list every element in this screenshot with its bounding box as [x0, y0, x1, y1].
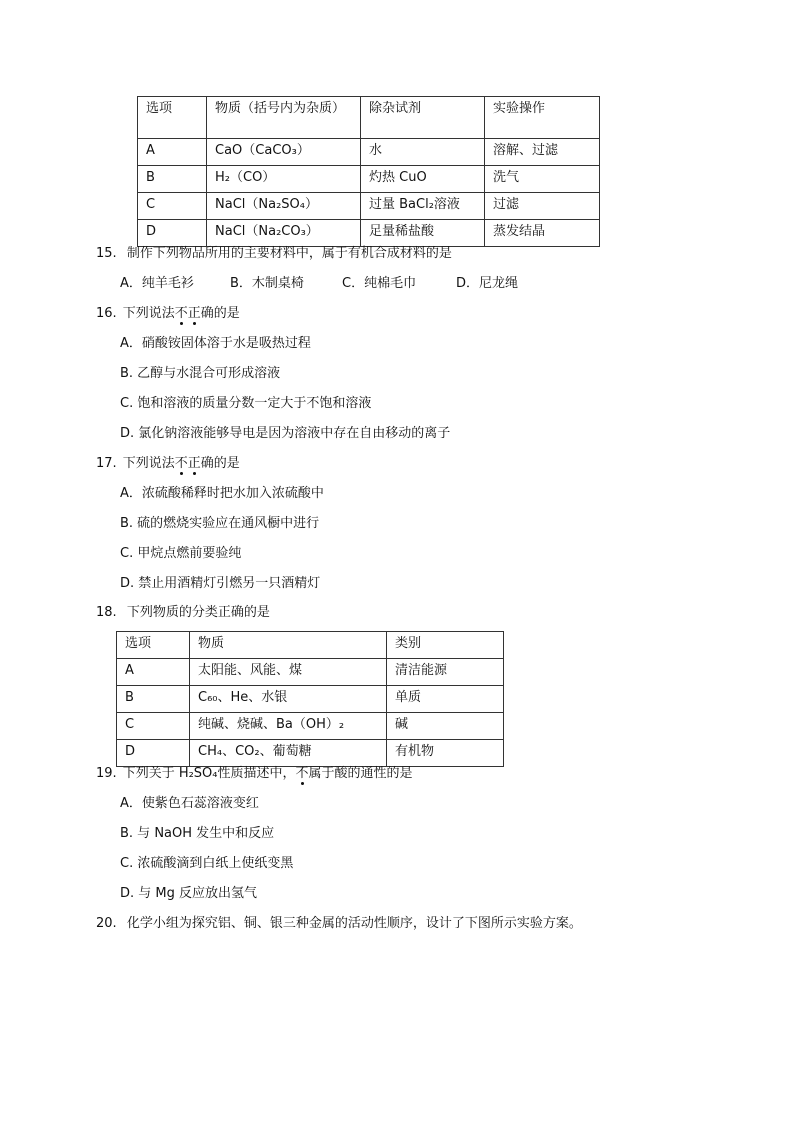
table-cell: 类别 — [387, 632, 504, 659]
table-cell: D — [138, 220, 207, 247]
table-cell: 物质 — [190, 632, 387, 659]
question-number: 16. — [96, 306, 117, 321]
emphasis-char: 不 — [295, 766, 309, 781]
table-cell: 洗气 — [485, 166, 600, 193]
table-cell: C — [138, 193, 207, 220]
table-row — [138, 166, 600, 193]
table-cell: 足量稀盐酸 — [361, 220, 485, 247]
table-cell: 过滤 — [485, 193, 600, 220]
question-17 — [96, 455, 240, 473]
question-stem-post: 确的是 — [200, 456, 240, 471]
table-cell: 太阳能、风能、煤 — [190, 659, 387, 686]
table-cell: A — [117, 659, 190, 686]
option-a: A．浓硫酸稀释时把水加入浓硫酸中 — [120, 486, 324, 501]
table-cell: C₆₀、He、水银 — [190, 686, 387, 713]
question-stem-post: 确的是 — [200, 306, 240, 321]
table-cell: 实验操作 — [485, 97, 600, 139]
question-stem-pre: 下列关于 H₂SO₄性质描述中， — [122, 766, 296, 781]
emphasis-char: 不 — [174, 306, 188, 321]
question-20 — [96, 915, 582, 933]
table-cell: 过量 BaCl₂溶液 — [361, 193, 485, 220]
question-stem-post: 属于酸的通性的是 — [308, 766, 413, 781]
table-cell: 选项 — [117, 632, 190, 659]
question-stem-pre: 下列说法 — [122, 456, 175, 471]
table-cell: NaCl（Na₂SO₄） — [207, 193, 361, 220]
option-c: C．纯棉毛巾 — [342, 276, 417, 291]
table-cell: B — [138, 166, 207, 193]
table-cell: 物质（括号内为杂质） — [207, 97, 361, 139]
question-16 — [96, 305, 240, 323]
option-d: D. 禁止用酒精灯引燃另一只酒精灯 — [120, 576, 321, 591]
table-row — [138, 220, 600, 247]
question-stem: 化学小组为探究铝、铜、银三种金属的活动性顺序，设计了下图所示实验方案。 — [126, 916, 582, 931]
table-cell: 水 — [361, 139, 485, 166]
table-cell: H₂（CO） — [207, 166, 361, 193]
table-cell: 纯碱、烧碱、Ba（OH）₂ — [190, 713, 387, 740]
table-cell: 溶解、过滤 — [485, 139, 600, 166]
option-d: D. 氯化钠溶液能够导电是因为溶液中存在自由移动的离子 — [120, 426, 451, 441]
table-cell: 蒸发结晶 — [485, 220, 600, 247]
table-cell: 碱 — [387, 713, 504, 740]
question-stem: 下列物质的分类正确的是 — [126, 605, 270, 620]
option-d: D. 与 Mg 反应放出氢气 — [120, 886, 258, 901]
table-row — [117, 659, 504, 686]
table-cell: A — [138, 139, 207, 166]
table-header-row — [138, 97, 600, 139]
question-number: 15. — [96, 246, 117, 261]
table-cell: 清洁能源 — [387, 659, 504, 686]
option-a: A．硝酸铵固体溶于水是吸热过程 — [120, 336, 311, 351]
table-cell: 除杂试剂 — [361, 97, 485, 139]
option-b: B. 乙醇与水混合可形成溶液 — [120, 366, 281, 381]
emphasis-char: 正 — [187, 456, 201, 471]
purification-table — [137, 96, 600, 247]
question-15 — [96, 245, 452, 263]
question-number: 18. — [96, 605, 117, 620]
option-c: C. 饱和溶液的质量分数一定大于不饱和溶液 — [120, 396, 372, 411]
table-cell: CH₄、CO₂、葡萄糖 — [190, 740, 387, 767]
table-cell: 单质 — [387, 686, 504, 713]
option-b: B. 与 NaOH 发生中和反应 — [120, 826, 275, 841]
table-cell: C — [117, 713, 190, 740]
question-19 — [96, 765, 413, 783]
table-cell: B — [117, 686, 190, 713]
option-b: B. 硫的燃烧实验应在通风橱中进行 — [120, 516, 320, 531]
table-cell: 有机物 — [387, 740, 504, 767]
table-row — [117, 740, 504, 767]
table-row — [138, 193, 600, 220]
question-15-options — [120, 275, 518, 293]
emphasis-char: 正 — [187, 306, 201, 321]
question-18 — [96, 604, 270, 622]
table-cell: CaO（CaCO₃） — [207, 139, 361, 166]
option-a: A．纯羊毛衫 — [120, 276, 194, 291]
table-row — [138, 139, 600, 166]
question-number: 19. — [96, 766, 117, 781]
table-cell: 灼热 CuO — [361, 166, 485, 193]
option-b: B．木制桌椅 — [230, 276, 304, 291]
table-cell: 选项 — [138, 97, 207, 139]
option-a: A．使紫色石蕊溶液变红 — [120, 796, 259, 811]
table-header-row — [117, 632, 504, 659]
option-d: D．尼龙绳 — [456, 276, 519, 291]
table-cell: NaCl（Na₂CO₃） — [207, 220, 361, 247]
emphasis-char: 不 — [174, 456, 188, 471]
option-c: C. 浓硫酸滴到白纸上使纸变黑 — [120, 856, 294, 871]
question-stem: 制作下列物品所用的主要材料中，属于有机合成材料的是 — [126, 246, 452, 261]
question-number: 20. — [96, 916, 117, 931]
table-cell: D — [117, 740, 190, 767]
option-c: C. 甲烷点燃前要验纯 — [120, 546, 242, 561]
question-stem-pre: 下列说法 — [122, 306, 175, 321]
question-number: 17. — [96, 456, 117, 471]
table-row — [117, 713, 504, 740]
table-row — [117, 686, 504, 713]
classification-table — [116, 631, 504, 767]
